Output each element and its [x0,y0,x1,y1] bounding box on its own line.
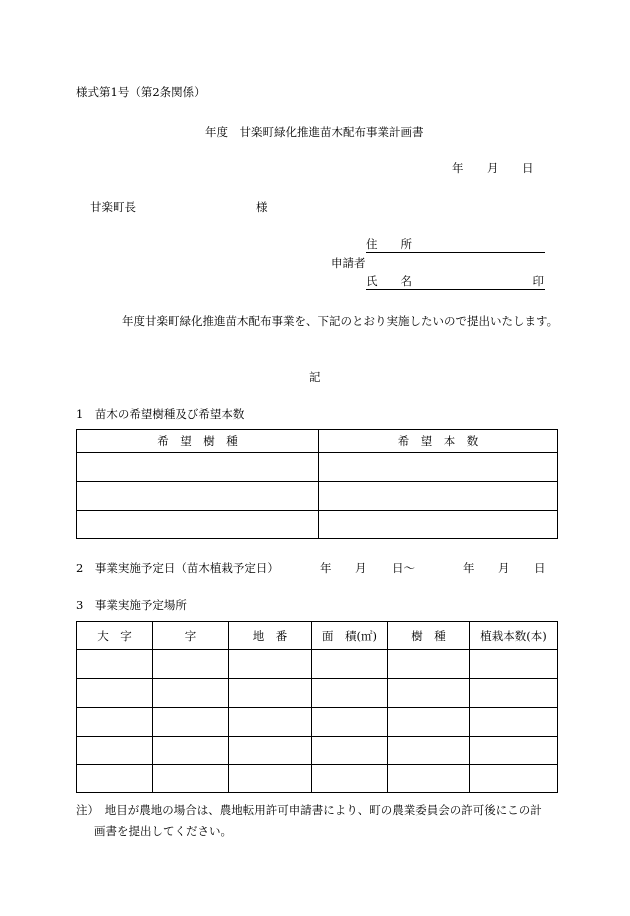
lot-number-cell[interactable] [229,765,312,793]
date-month-label: 月 [487,161,499,175]
section1-heading: 1 苗木の希望樹種及び希望本数 [76,407,245,421]
table-row [77,622,558,650]
section3-heading: 3 事業実施予定場所 [76,598,187,612]
table-row [77,511,558,539]
name-label: 氏 名 [366,274,412,288]
aza-cell[interactable] [153,708,229,737]
date-year-label: 年 [452,161,464,175]
document-title: 年度 甘楽町緑化推進苗木配布事業計画書 [205,125,424,139]
area-cell[interactable] [312,708,388,737]
area-cell[interactable] [312,679,388,708]
area-cell[interactable] [312,650,388,679]
date-day-label: 日 [522,161,534,175]
aza-cell[interactable] [153,737,229,765]
oaza-cell[interactable] [77,708,153,737]
planting-count-cell[interactable] [470,765,558,793]
table-row [77,708,558,737]
count-cell[interactable] [319,482,558,511]
table-row [77,650,558,679]
section2-heading: 2 事業実施予定日（苗木植栽予定日） [76,561,279,575]
oaza-cell[interactable] [77,679,153,708]
start-year-label: 年 [320,561,332,575]
ki-marker: 記 [309,370,321,384]
count-cell[interactable] [319,511,558,539]
tree-species-cell[interactable] [388,765,470,793]
tree-species-cell[interactable] [388,650,470,679]
addressee-name: 甘楽町長 [90,200,136,214]
end-month-label: 月 [498,561,510,575]
oaza-header: 大 字 [77,622,153,650]
species-cell[interactable] [77,453,319,482]
lot-number-cell[interactable] [229,650,312,679]
oaza-cell[interactable] [77,765,153,793]
end-year-label: 年 [463,561,475,575]
aza-cell[interactable] [153,765,229,793]
count-header: 希 望 本 数 [319,430,558,453]
tree-species-cell[interactable] [388,708,470,737]
start-month-label: 月 [355,561,367,575]
tree-species-cell[interactable] [388,679,470,708]
area-header: 面 積(㎡) [312,622,388,650]
lot-number-cell[interactable] [229,737,312,765]
planting-count-cell[interactable] [470,708,558,737]
lot-number-header: 地 番 [229,622,312,650]
table-row [77,737,558,765]
tree-species-header: 樹 種 [388,622,470,650]
address-label: 住 所 [366,237,412,251]
aza-header: 字 [153,622,229,650]
area-cell[interactable] [312,765,388,793]
lot-number-cell[interactable] [229,679,312,708]
lot-number-cell[interactable] [229,708,312,737]
oaza-cell[interactable] [77,650,153,679]
table-row [77,679,558,708]
aza-cell[interactable] [153,650,229,679]
species-table [76,429,558,539]
planting-count-header: 植栽本数(本) [470,622,558,650]
form-number: 様式第1号（第2条関係） [76,85,206,99]
count-cell[interactable] [319,453,558,482]
note [76,800,560,842]
addressee-honorific: 様 [256,200,268,214]
seal-mark: 印 [532,274,544,288]
end-day-label: 日 [534,561,546,575]
aza-cell[interactable] [153,679,229,708]
table-row [77,430,558,453]
note-line1: 地目が農地の場合は、農地転用許可申請書により、町の農業委員会の許可後にこの計 [104,803,542,817]
table-row [77,482,558,511]
species-header: 希 望 樹 種 [77,430,319,453]
start-day-label: 日～ [392,561,415,575]
table-row [77,453,558,482]
address-field[interactable] [366,236,545,253]
tree-species-cell[interactable] [388,737,470,765]
table-row [77,765,558,793]
area-cell[interactable] [312,737,388,765]
location-table [76,621,558,793]
species-cell[interactable] [77,482,319,511]
species-cell[interactable] [77,511,319,539]
planting-count-cell[interactable] [470,737,558,765]
note-line2: 画書を提出してください。 [94,824,232,838]
applicant-role-label: 申請者 [331,256,366,270]
name-field[interactable] [366,273,545,290]
note-label: 注） [76,803,94,817]
planting-count-cell[interactable] [470,679,558,708]
body-paragraph: 年度甘楽町緑化推進苗木配布事業を、下記のとおり実施したいので提出いたします。 [76,314,559,328]
planting-count-cell[interactable] [470,650,558,679]
oaza-cell[interactable] [77,737,153,765]
